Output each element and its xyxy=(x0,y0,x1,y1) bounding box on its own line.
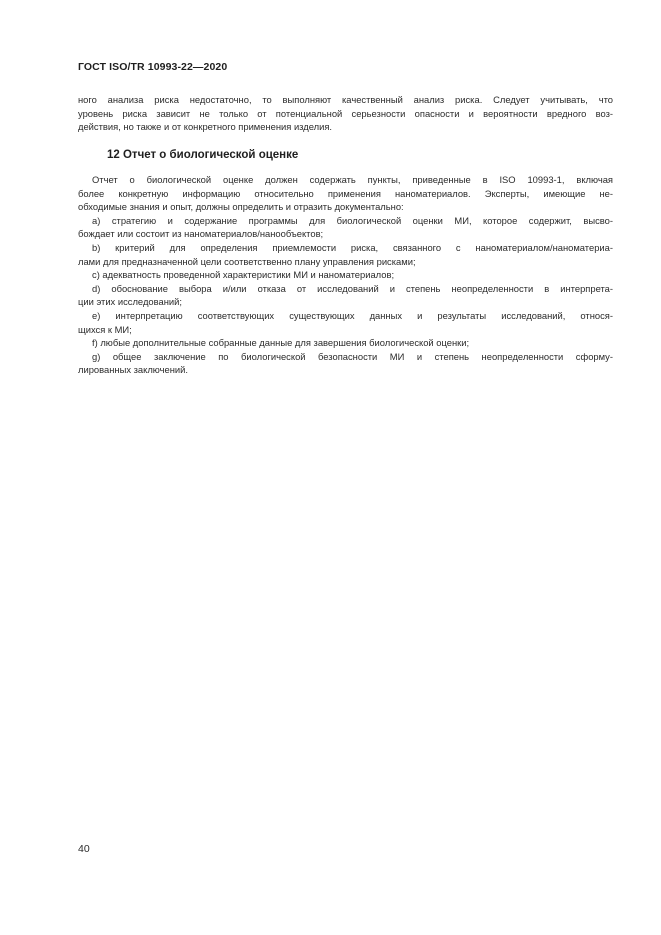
list-item-g-cont: лированных заключений. xyxy=(78,364,188,376)
list-item-a: а) стратегию и содержание программы для биологической оценки МИ, которое содержит, высво- xyxy=(92,214,613,226)
intro-line: действия, но также и от конкретного применения изделия. xyxy=(78,121,333,133)
report-body xyxy=(78,173,613,377)
intro-line: ного анализа риска недостаточно, то выполняют качественный анализ риска. Следует учитывать, что xyxy=(78,94,613,105)
list-item-d-cont: ции этих исследований; xyxy=(78,296,182,308)
list-item-c: с) адекватность проведенной характеристики МИ и наноматериалов; xyxy=(92,269,395,281)
report-lead-line: обходимые знания и опыт, должны определить и отразить документально: xyxy=(78,201,404,213)
list-item-d: d) обоснование выбора и/или отказа от исследований и степень неопределенности в интерпрета- xyxy=(92,282,613,294)
report-lead-line: более конкретную информацию относительно применения наноматериалов. Эксперты, имеющие не- xyxy=(78,187,613,199)
list-item-b: b) критерий для определения приемлемости риска, связанного с наноматериалом/наноматериа- xyxy=(92,241,613,253)
document-header: ГОСТ ISO/TR 10993-22—2020 xyxy=(78,61,228,73)
list-item-f: f) любые дополнительные собранные данные для завершения биологической оценки; xyxy=(92,337,470,349)
section-heading: 12 Отчет о биологической оценке xyxy=(107,149,299,161)
list-item-a-cont: бождает или состоит из наноматериалов/нанообъектов; xyxy=(78,228,324,240)
report-lead-line: Отчет о биологической оценке должен содержать пункты, приведенные в ISO 10993-1, включая xyxy=(92,174,613,185)
list-item-e: е) интерпретацию соответствующих существующих данных и результаты исследований, относя- xyxy=(92,309,613,321)
list-item-e-cont: щихся к МИ; xyxy=(78,323,132,335)
page-number: 40 xyxy=(78,843,90,855)
intro-line: уровень риска зависит не только от потенциальной серьезности опасности и вероятности вредного воз- xyxy=(78,107,613,119)
list-item-b-cont: лами для предназначенной цели соответственно плану управления рисками; xyxy=(78,255,416,267)
intro-paragraph xyxy=(78,93,613,134)
list-item-g: g) общее заключение по биологической безопасности МИ и степень неопределенности сформу- xyxy=(92,350,613,362)
